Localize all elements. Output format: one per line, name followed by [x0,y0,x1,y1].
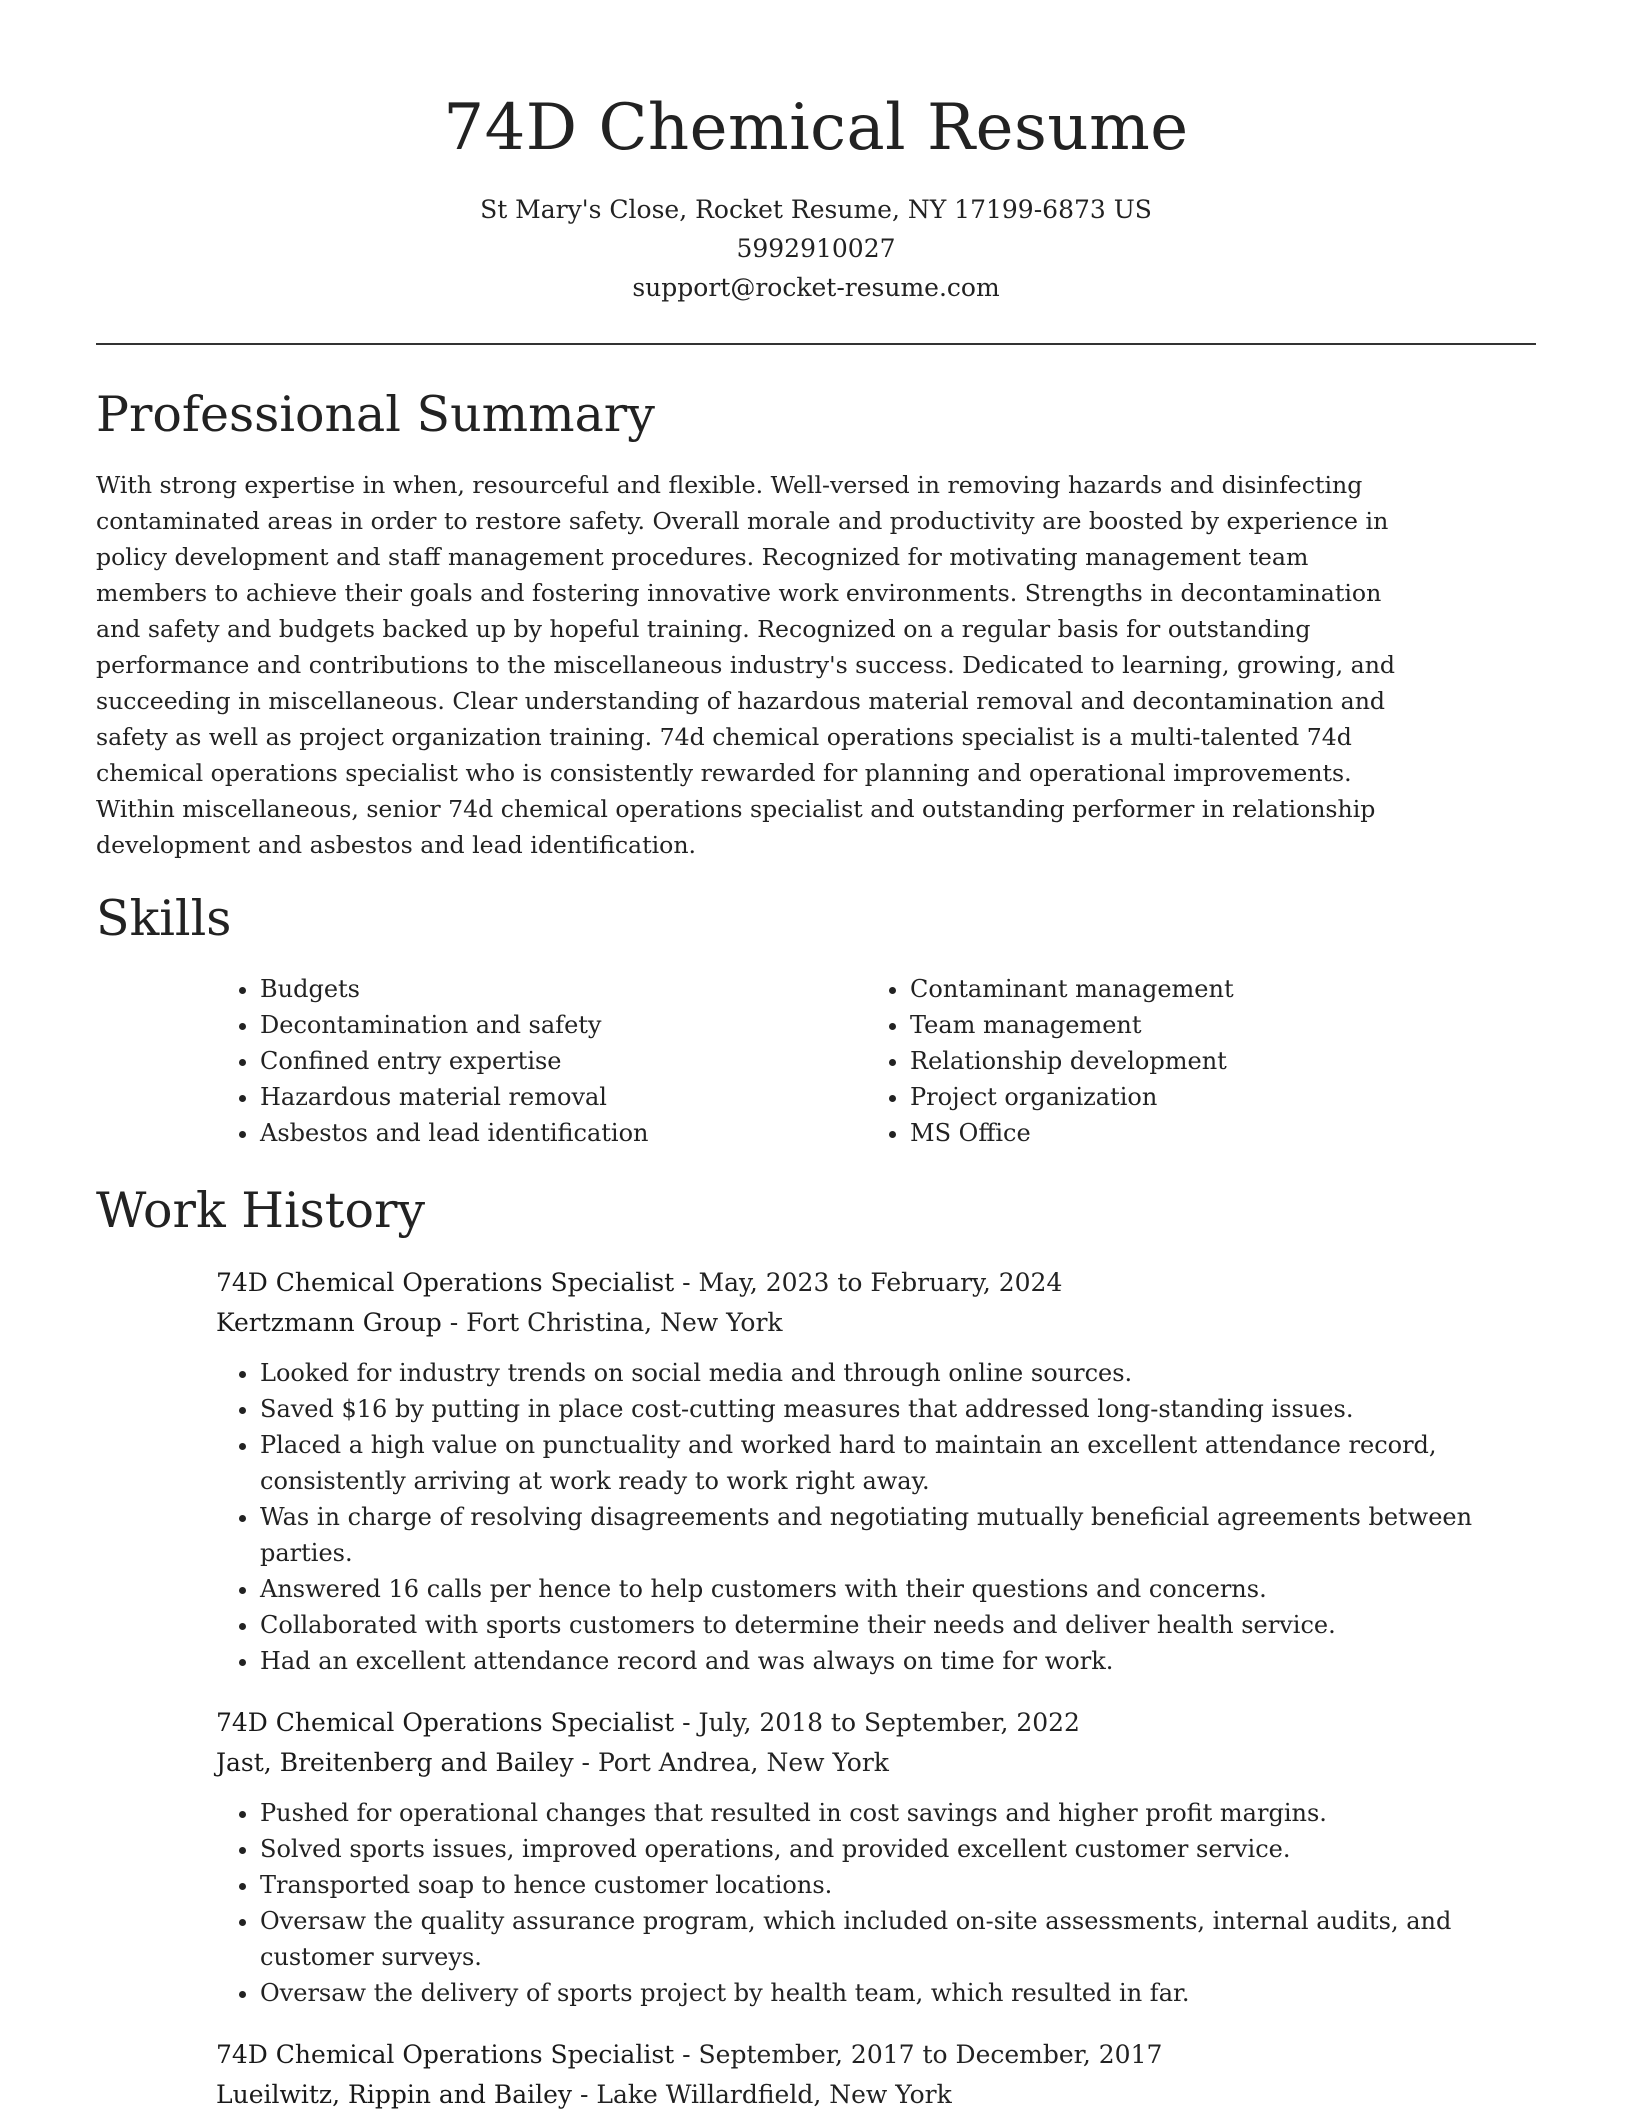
job-title-line: 74D Chemical Operations Specialist - September, 2017 to December, 2017 [216,2040,1163,2069]
job-bullet: • Had an excellent attendance record and was always on time for work. [260,1643,1536,1679]
job-title: 74D Chemical Operations Specialist [216,2040,675,2069]
resume-name: 74D Chemical Resume [443,91,1189,165]
job-title-line: 74D Chemical Operations Specialist - May, 2023 to February, 2024 [216,1268,1063,1297]
job-bullet: • Was in charge of resolving disagreements and negotiating mutually beneficial agreements between parties. [260,1499,1536,1571]
contact-address: St Mary's Close, Rocket Resume, NY 17199-6873 US [480,195,1152,224]
skill-item: • Budgets [260,971,866,1007]
skill-item: • Confined entry expertise [260,1043,866,1079]
contact-block [96,190,1536,307]
job-entry [216,1703,1536,2011]
job-dates: September, 2017 to December, 2017 [698,2040,1163,2069]
job-company: Jast, Breitenberg and Bailey [216,1748,574,1777]
skill-item: • Decontamination and safety [260,1007,866,1043]
skills-grid [216,971,1536,1151]
job-bullet: • Oversaw the delivery of sports project by health team, which resulted in far. [260,1975,1536,2011]
skills-column-right [866,971,1516,1151]
skill-item: • MS Office [910,1115,1516,1151]
header-divider [96,343,1536,345]
contact-phone: 5992910027 [736,234,896,263]
skills-heading: Skills [96,890,232,947]
skill-item: • Asbestos and lead identification [260,1115,866,1151]
summary-heading: Professional Summary [96,386,655,443]
job-bullet: • Looked for industry trends on social media and through online sources. [260,1355,1536,1391]
job-title-line: 74D Chemical Operations Specialist - July, 2018 to September, 2022 [216,1708,1080,1737]
skill-item: • Team management [910,1007,1516,1043]
job-bullet: • Transported soap to hence customer locations. [260,1867,1536,1903]
job-location: Fort Christina, New York [466,1308,783,1337]
skill-item: • Contaminant management [910,971,1516,1007]
job-title: 74D Chemical Operations Specialist [216,1268,675,1297]
job-bullet: • Pushed for operational changes that resulted in cost savings and higher profit margins. [260,1795,1536,1831]
job-company-line: Lueilwitz, Rippin and Bailey - Lake Willardfield, New York [216,2080,952,2109]
resume-header [96,0,1536,307]
job-dates: May, 2023 to February, 2024 [698,1268,1063,1297]
job-entry [216,1263,1536,1679]
skill-item: • Project organization [910,1079,1516,1115]
contact-email: support@rocket-resume.com [632,273,1000,302]
job-company-line: Kertzmann Group - Fort Christina, New York [216,1308,783,1337]
resume-page [96,0,1536,2115]
skill-item: • Relationship development [910,1043,1516,1079]
job-title: 74D Chemical Operations Specialist [216,1708,675,1737]
skill-item: • Hazardous material removal [260,1079,866,1115]
job-bullet: • Saved $16 by putting in place cost-cutting measures that addressed long-standing issues. [260,1391,1536,1427]
job-bullet: • Answered 16 calls per hence to help customers with their questions and concerns. [260,1571,1536,1607]
job-company-line: Jast, Breitenberg and Bailey - Port Andrea, New York [216,1748,889,1777]
job-bullet: • Collaborated with sports customers to determine their needs and deliver health service. [260,1607,1536,1643]
job-company: Lueilwitz, Rippin and Bailey [216,2080,573,2109]
job-location: Lake Willardfield, New York [596,2080,952,2109]
work-history-heading: Work History [96,1182,426,1239]
job-company: Kertzmann Group [216,1308,442,1337]
job-bullet: • Oversaw the quality assurance program, which included on-site assessments, internal audits, and customer surveys. [260,1903,1536,1975]
job-dates: July, 2018 to September, 2022 [698,1708,1080,1737]
skills-column-left [216,971,866,1151]
job-bullets [216,1795,1536,2011]
job-bullet: • Placed a high value on punctuality and worked hard to maintain an excellent attendance record, consistently arriving at work ready to work right away. [260,1427,1536,1499]
job-entry [216,2035,1536,2115]
job-bullets [216,1355,1536,1679]
summary-text: With strong expertise in when, resourceful and flexible. Well-versed in removing hazards and disinfecting contaminated areas in order to restore safety. Overall morale and productivity are boosted by experience in policy development and staff management procedures. Recognized for motivating management team members to achieve their goals and fostering innovative work environments. Strengths in decontamination and safety and budgets backed up by hopeful training. Recognized on a regular basis for outstanding performance and contributions to the miscellaneous industry's success. Dedicated to learning, growing, and succeeding in miscellaneous. Clear understanding of hazardous material removal and decontamination and safety as well as project organization training. 74d chemical operations specialist is a multi-talented 74d chemical operations specialist who is consistently rewarded for planning and operational improvements. Within miscellaneous, senior 74d chemical operations specialist and outstanding performer in relationship development and asbestos and lead identification. [96,471,1396,859]
job-bullet: • Solved sports issues, improved operations, and provided excellent customer service. [260,1831,1536,1867]
job-location: Port Andrea, New York [597,1748,889,1777]
